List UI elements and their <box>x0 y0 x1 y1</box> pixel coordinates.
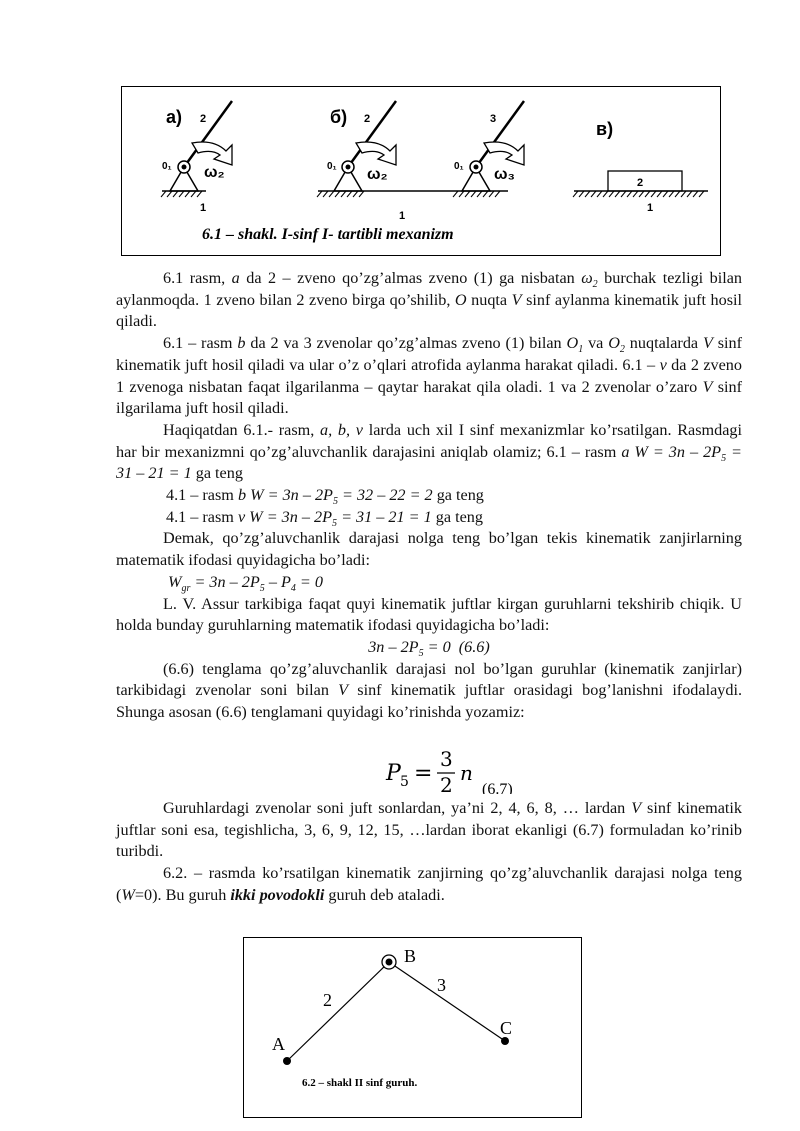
paragraph-2: 6.1 – rasm b da 2 va 3 zvenolar qo’zg’almas zveno (1) bilan $O_1$ va $O_2$ nuqtalarda V sinf kinematik juft hosil qiladi va ular o’z o’qlari atrofida aylanma harakat qiladi. 6.1 – v da 2 zveno 1 zvenoga nisbatan faqat ilgarilanma – qaytar harakat qila oladi. 1 va 2 zvenolar o’zaro V sinf ilgarilama juft hosil qiladi. <box>116 334 743 418</box>
figure-6-1-drawing <box>122 87 722 257</box>
formula-variable: n <box>460 761 473 785</box>
figure-6-2-drawing <box>244 938 583 1119</box>
panel-b-ground <box>317 191 508 197</box>
paragraph-6: Demak, qo’zg’aluvchanlik darajasi nolga teng bo’lgan tekis kinematik zanjirlarning matematik ifodasi quyidagicha bo’ladi: <box>116 529 742 570</box>
panel-b-ground-label: 1 <box>399 210 406 222</box>
formula-denominator: 2 <box>440 773 453 794</box>
paragraph-3: Haqiqatdan 6.1.- rasm, a, b, v larda uch xil I sinf mexanizmlar ko’rsatilgan. Rasmdagi har bir mexanizmni qo’zg’aluvchanlik darajasini aniqlab olamiz; 6.1 – rasm a $W = 3n - 2P_5 = 31 - 21 = 1$ ga teng <box>116 420 742 483</box>
joint-b-center <box>386 959 393 966</box>
panel-b-label: б) <box>330 107 348 127</box>
panel-v-label: в) <box>596 119 614 139</box>
paragraph-11: Guruhlardagi zvenolar soni juft sonlardan, ya’ni 2, 4, 6, 8, … lardan V sinf kinematik juftlar soni esa, tegishlicha, 3, 6, 9, 12, 15, …lardan iborat ekanligi (6.7) formuladan ko’rinib turibdi. <box>116 799 742 861</box>
body-text-2 <box>116 798 742 907</box>
panel-b-omega3: ω₃ <box>494 166 515 183</box>
link-2-line <box>287 962 389 1061</box>
panel-a-label: а) <box>166 107 183 127</box>
link-3-line <box>389 962 505 1041</box>
paragraph-1: 6.1 rasm, a da 2 – zveno qo’zg’almas zveno (1) ga nisbatan $\omega_2$ burchak tezligi bilan aylanmoqda. 1 zveno bilan 2 zveno birga qo’shilib, O nuqta V sinf aylanma kinematik juft hosil qiladi. <box>116 269 743 331</box>
link-2-label: 2 <box>323 990 332 1010</box>
point-c-dot <box>501 1037 509 1045</box>
paragraph-12: 6.2. – rasmda ko’rsatilgan kinematik zanjirning qo’zg’aluvchanlik darajasi nolga teng (W=0). Bu guruh ikki povodokli guruh deb ataladi. <box>116 864 742 904</box>
panel-a-ground: 1 <box>200 202 207 214</box>
panel-b-pivot-2: 0₁ <box>454 161 464 172</box>
figure-6-2 <box>243 937 582 1118</box>
formula-numerator: 3 <box>440 748 453 771</box>
panel-b-pivot-1: 0₁ <box>327 161 337 172</box>
paragraph-5: 4.1 – rasm v $W = 3n - 2P_5 = 31 - 21 = 1$ ga teng <box>166 507 483 529</box>
body-text <box>116 268 742 724</box>
figure-6-2-caption: 6.2 – shakl II sinf guruh. <box>302 1077 418 1089</box>
link-3-label: 3 <box>437 975 446 995</box>
panel-a-pivot: 0₁ <box>162 161 172 172</box>
paragraph-9: $3n - 2P_5 = 0$ (6.6) <box>368 637 490 660</box>
formula-lhs: P <box>386 761 401 786</box>
panel-a-link2: 2 <box>200 113 207 125</box>
panel-v-ground: 1 <box>647 202 654 214</box>
formula-number: (6.7) <box>482 781 513 794</box>
panel-b-omega2: ω₂ <box>367 166 388 183</box>
point-a-label: A <box>272 1034 285 1054</box>
figure-6-1 <box>121 86 721 256</box>
panel-b-link3: 3 <box>490 113 497 125</box>
point-a-dot <box>283 1057 291 1065</box>
figure-6-1-caption: 6.1 – shakl. I-sinf I- tartibli mexanizm <box>202 226 454 243</box>
panel-v-link2: 2 <box>637 177 644 189</box>
formula-6-7-drawing <box>0 748 800 794</box>
formula-subscript: 5 <box>400 774 409 790</box>
panel-a-omega: ω₂ <box>204 164 225 181</box>
paragraph-7: $W_{gr} = 3n - 2P_5 - P_4 = 0$ <box>168 572 323 595</box>
point-b-label: B <box>404 946 417 966</box>
paragraph-8: L. V. Assur tarkibiga faqat quyi kinematik juftlar kirgan guruhlarni tekshirib chiqik. U holda bunday guruhlarning matematik ifodasi quyidagicha bo’ladi: <box>116 594 742 635</box>
panel-b-link2: 2 <box>364 113 371 125</box>
point-c-label: C <box>500 1018 513 1038</box>
paragraph-10: (6.6) tenglama qo’zg’aluvchanlik darajasi nol bo’lgan guruhlar (kinematik zanjirlar) tarkibidagi zvenolar soni bilan V sinf kinematik juftlar orasidagi bog’lanishni ifodalaydi. Shunga asosan (6.6) tenglamani quyidagi ko’rinishda yozamiz: <box>116 659 742 722</box>
formula-6-7 <box>0 748 800 794</box>
paragraph-4: 4.1 – rasm b $W = 3n - 2P_5 = 32 - 22 = 2$ ga teng <box>166 486 484 508</box>
formula-equals: = <box>414 761 433 786</box>
